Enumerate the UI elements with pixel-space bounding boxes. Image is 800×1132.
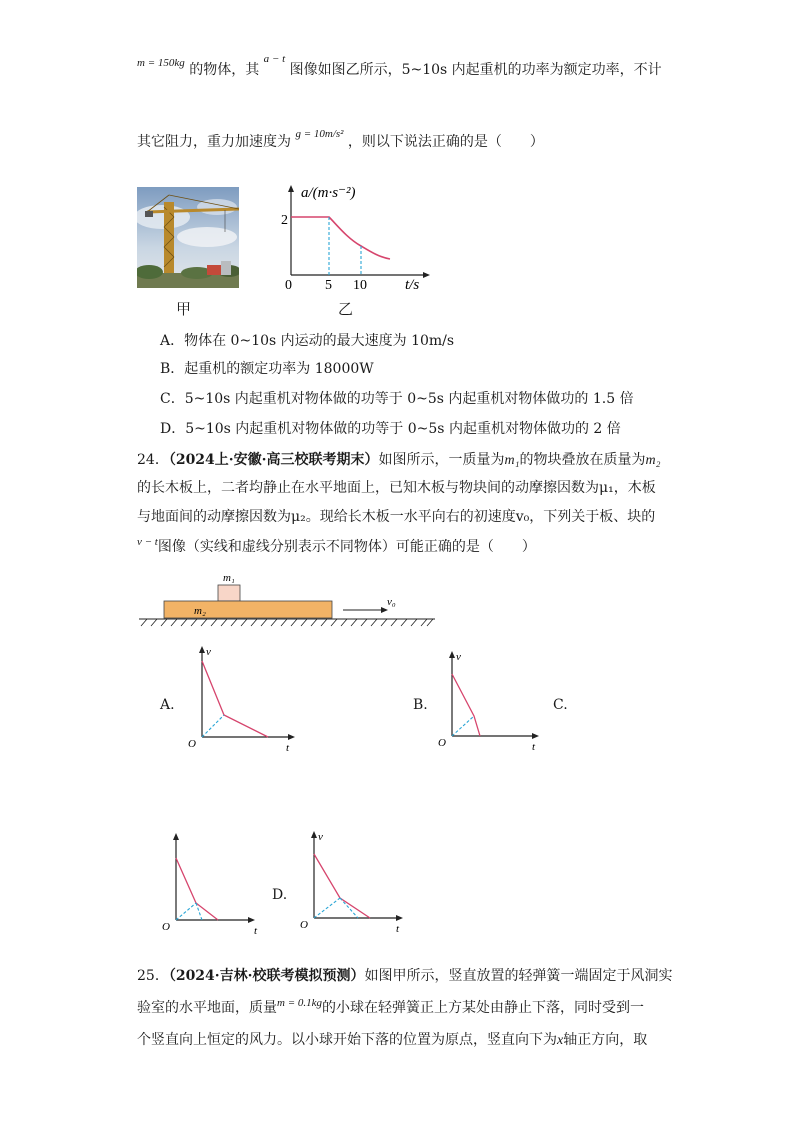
vt-graph-d — [296, 826, 414, 938]
block-label: m₁ — [223, 572, 235, 584]
at-formula: a − t — [263, 53, 286, 65]
q25-text: 如图甲所示，竖直放置的轻弹簧一端固定于风洞实 — [364, 968, 673, 984]
q24-line2: 的长木板上，二者均静止在水平地面上，已知木板与物块间的动摩擦因数为μ₁，木板 — [137, 480, 656, 496]
x-tick-label: 10 — [353, 278, 367, 292]
option-d: D．5~10s 内起重机对物体做的功等于 0~5s 内起重机对物体做功的 2 倍 — [160, 421, 621, 437]
vt-graph-c — [160, 828, 270, 938]
q24-line1 — [137, 450, 661, 471]
velocity-label: v₀ — [387, 596, 396, 608]
vt-formula: v − t — [137, 536, 158, 548]
q23-text: 图像如图乙所示，5~10s 内起重机的功率为额定功率，不计 — [289, 62, 662, 78]
q24-text: 的物块叠放在质量为 — [519, 452, 646, 468]
origin-label: O — [438, 737, 446, 749]
t-axis-label: t — [254, 925, 258, 937]
q25-line2 — [137, 998, 644, 1019]
question-source: （2024上·安徽·高三校联考期末） — [168, 452, 379, 468]
crane-photo — [137, 187, 239, 288]
m2-symbol: m₂ — [645, 453, 661, 468]
m1-symbol: m₁ — [504, 453, 520, 468]
at-graph — [275, 180, 435, 292]
q23-line1 — [137, 53, 662, 81]
x-axis-label: t/s — [405, 277, 420, 292]
t-axis-label: t — [532, 741, 536, 753]
origin-label: O — [300, 919, 308, 931]
q23-text: 的物体，其 — [189, 62, 260, 78]
t-axis-label: t — [286, 742, 290, 753]
mass-formula: m = 0.1kg — [277, 997, 322, 1009]
question-number: 24． — [137, 452, 169, 468]
ground-hatching — [141, 619, 433, 626]
origin-label: O — [162, 921, 170, 933]
q24-text: 图像（实线和虚线分别表示不同物体）可能正确的是（ ） — [157, 539, 536, 555]
q23-text: ，则以下说法正确的是（ ） — [347, 134, 544, 150]
q24-line3: 与地面间的动摩擦因数为μ₂。现给长木板一水平向右的初速度v₀，下列关于板、块的 — [137, 509, 656, 525]
option-c-label: C. — [553, 697, 568, 713]
v-axis-label: v — [318, 831, 323, 843]
v-axis-label: v — [206, 646, 211, 658]
option-a: A．物体在 0~10s 内运动的最大速度为 10m/s — [160, 333, 455, 349]
q23-text: 其它阻力，重力加速度为 — [137, 134, 291, 150]
fig-yi-label: 乙 — [338, 300, 354, 318]
option-b-label: B. — [413, 697, 428, 713]
fig-jia-label: 甲 — [176, 300, 192, 318]
origin-label: O — [188, 738, 196, 750]
q25-line3 — [137, 1030, 647, 1051]
q25-text: 验室的水平地面，质量 — [137, 1000, 277, 1016]
g-formula: g = 10m/s² — [295, 128, 344, 140]
board-m2 — [164, 601, 332, 618]
q25-text: 的小球在轻弹簧正上方某处由静止下落，同时受到一 — [322, 1000, 644, 1016]
option-a-label: A. — [160, 697, 175, 713]
mass-formula: m = 150kg — [137, 57, 185, 69]
y-tick-label: 2 — [281, 213, 288, 228]
board-label: m₂ — [194, 605, 206, 617]
q24-text: 如图所示，一质量为 — [378, 452, 505, 468]
vt-graph-a — [180, 643, 300, 753]
question-source: （2024·吉林·校联考模拟预测） — [168, 968, 365, 984]
option-c: C．5~10s 内起重机对物体做的功等于 0~5s 内起重机对物体做功的 1.5 倍 — [160, 391, 634, 407]
v-axis-label: v — [456, 651, 461, 663]
option-d-label: D. — [272, 887, 288, 903]
board-block-diagram — [137, 568, 437, 630]
x-symbol: x — [557, 1033, 564, 1048]
vt-graph-b — [434, 648, 546, 753]
q25-line1 — [137, 966, 673, 986]
t-axis-label: t — [396, 923, 400, 935]
q23-line2 — [137, 128, 544, 153]
q24-line4 — [137, 537, 536, 558]
question-number: 25． — [137, 968, 169, 984]
y-axis-label: a/(m·s⁻²) — [301, 185, 356, 201]
x-tick-label: 5 — [325, 278, 332, 292]
q25-text: 个竖直向上恒定的风力。以小球开始下落的位置为原点，竖直向下为 — [137, 1032, 557, 1048]
origin-label: 0 — [285, 278, 292, 292]
q25-text: 轴正方向，取 — [563, 1032, 648, 1048]
option-b: B．起重机的额定功率为 18000W — [160, 361, 374, 377]
block-m1 — [218, 585, 240, 601]
